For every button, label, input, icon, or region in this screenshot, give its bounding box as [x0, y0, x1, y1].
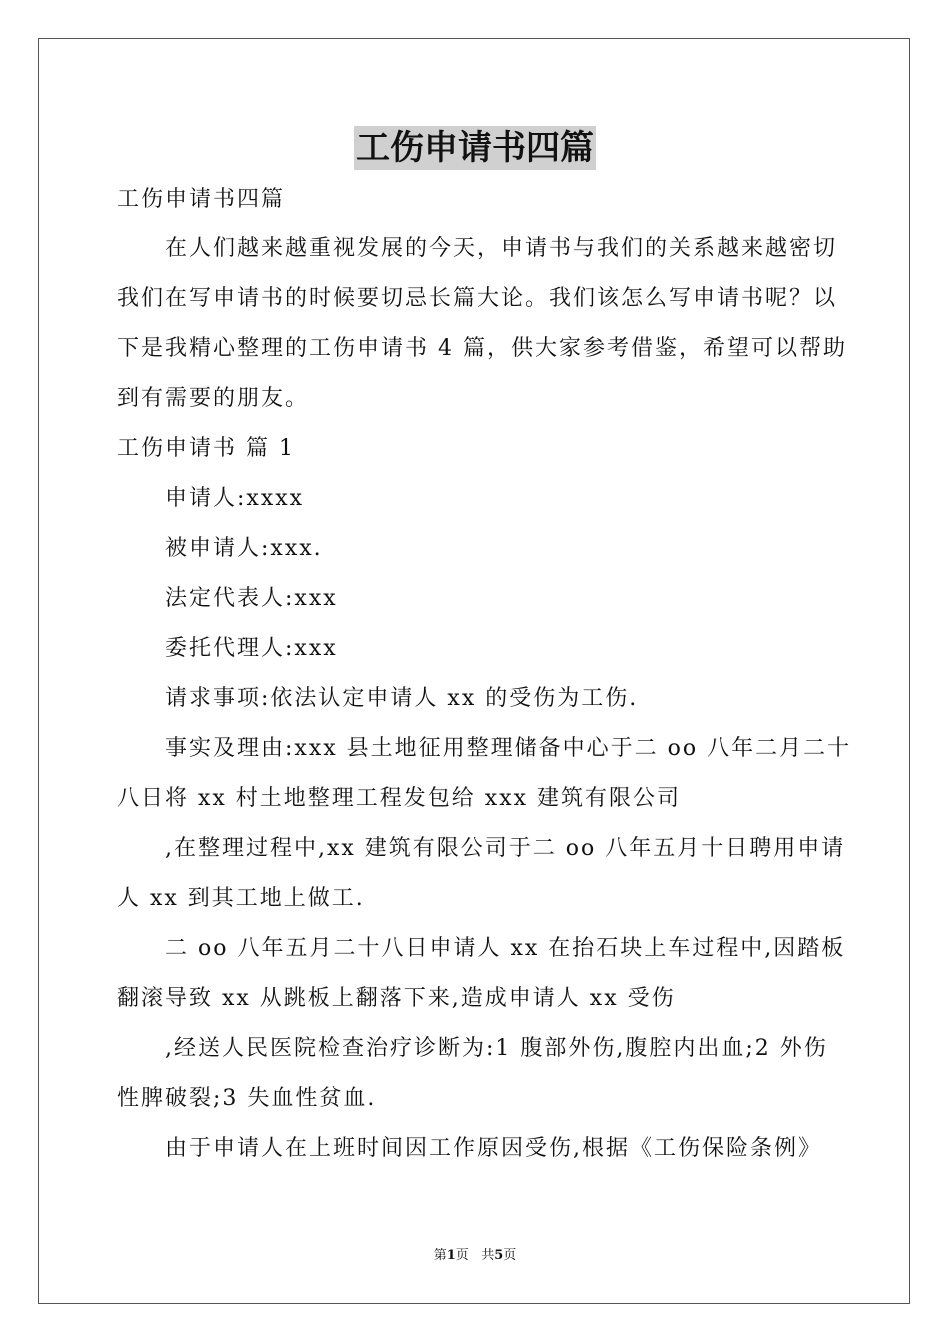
paragraph-line: 到有需要的朋友。 [117, 386, 310, 411]
footer-prefix: 第 [433, 1248, 447, 1263]
paragraph-line: 事实及理由:xxx 县土地征用整理储备中心于二 oo 八年二月二十 [165, 736, 852, 761]
paragraph-line: 在人们越来越重视发展的今天，申请书与我们的关系越来越密切 [165, 236, 838, 261]
field-respondent: 被申请人:xxx. [165, 536, 323, 561]
paragraph-line: 性脾破裂;3 失血性贫血. [117, 1086, 377, 1111]
page-footer [0, 1248, 950, 1264]
footer-page-current: 1 [446, 1248, 456, 1263]
page-border [38, 38, 910, 1304]
document-title: 工伤申请书四篇 [356, 128, 594, 168]
paragraph-line: 人 xx 到其工地上做工. [117, 886, 365, 911]
section-heading: 工伤申请书 篇 1 [117, 436, 295, 461]
footer-suffix: 页 [503, 1248, 517, 1263]
footer-page-total: 5 [494, 1248, 504, 1263]
field-request: 请求事项:依法认定申请人 xx 的受伤为工伤. [165, 686, 639, 711]
paragraph-line: 下是我精心整理的工伤申请书 4 篇，供大家参考借鉴，希望可以帮助 [117, 336, 847, 361]
paragraph-line: 翻滚导致 xx 从跳板上翻落下来,造成申请人 xx 受伤 [117, 986, 676, 1011]
field-applicant: 申请人:xxxx [165, 486, 305, 511]
paragraph-line: ,在整理过程中,xx 建筑有限公司于二 oo 八年五月十日聘用申请 [165, 836, 846, 861]
paragraph-line: ,经送人民医院检查治疗诊断为:1 腹部外伤,腹腔内出血;2 外伤 [165, 1036, 828, 1061]
paragraph-line: 我们在写申请书的时候要切忌长篇大论。我们该怎么写申请书呢？以 [117, 286, 838, 311]
field-legal-representative: 法定代表人:xxx [165, 586, 338, 611]
subtitle-line: 工伤申请书四篇 [117, 187, 286, 212]
footer-middle: 页 共 [455, 1248, 495, 1263]
paragraph-line: 二 oo 八年五月二十八日申请人 xx 在抬石块上车过程中,因踏板 [165, 936, 846, 961]
title-container [0, 126, 950, 170]
paragraph-line: 由于申请人在上班时间因工作原因受伤,根据《工伤保险条例》 [165, 1136, 822, 1161]
field-agent: 委托代理人:xxx [165, 636, 338, 661]
paragraph-line: 八日将 xx 村土地整理工程发包给 xxx 建筑有限公司 [117, 786, 682, 811]
